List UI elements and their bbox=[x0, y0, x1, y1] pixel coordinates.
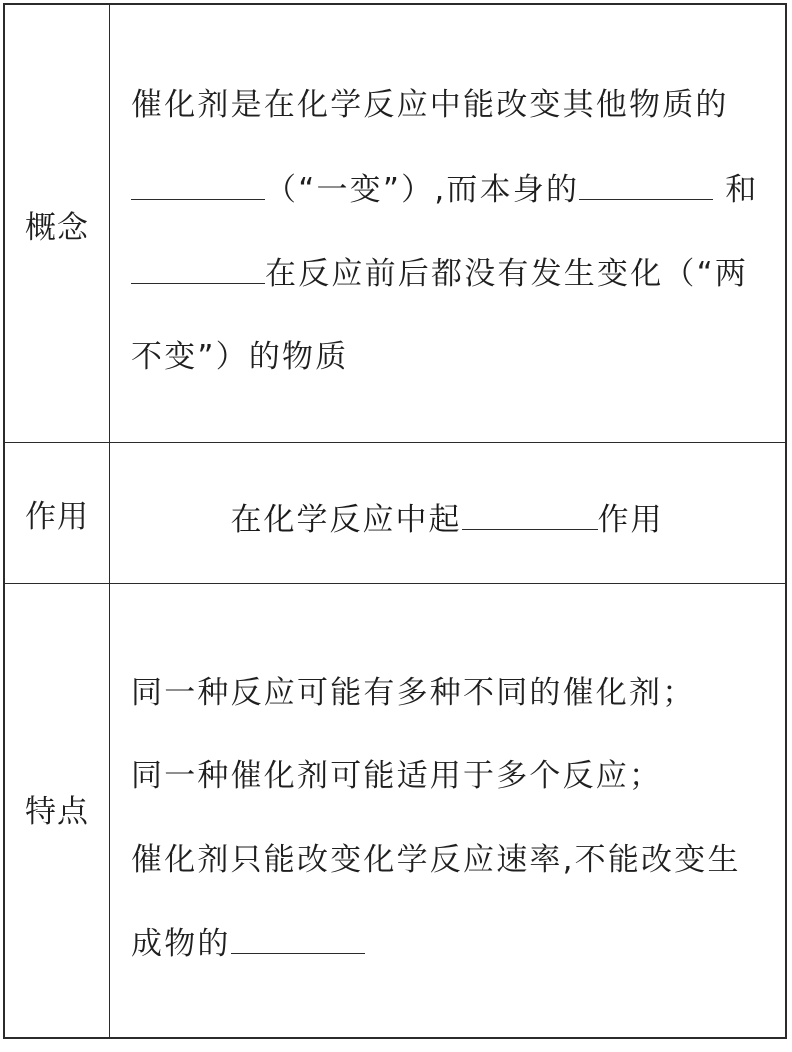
concept-line-3 bbox=[131, 253, 748, 294]
concept-line-1: 催化剂是在化学反应中能改变其他物质的 bbox=[131, 87, 729, 123]
function-text: 在化学反应中起 bbox=[230, 502, 462, 538]
fill-in-blank[interactable] bbox=[131, 169, 265, 200]
feature-line-4 bbox=[131, 923, 365, 964]
row-label-function: 作用 bbox=[25, 499, 89, 535]
concept-text: 和 bbox=[725, 172, 759, 208]
fill-in-blank[interactable] bbox=[231, 923, 365, 954]
feature-line-3: 催化剂只能改变化学反应速率,不能改变生 bbox=[131, 842, 741, 878]
row-label-concept: 概念 bbox=[25, 210, 89, 246]
feature-line-2: 同一种催化剂可能适用于多个反应； bbox=[131, 758, 663, 794]
function-line bbox=[109, 499, 785, 540]
row-divider bbox=[5, 442, 785, 443]
concept-line-2 bbox=[131, 169, 758, 210]
feature-text: 成物的 bbox=[131, 926, 231, 962]
feature-line-1: 同一种反应可能有多种不同的催化剂； bbox=[131, 675, 696, 711]
row-divider bbox=[5, 583, 785, 584]
concept-text: （“一变”）,而本身的 bbox=[265, 172, 580, 208]
function-text: 作用 bbox=[597, 502, 664, 538]
fill-in-blank[interactable] bbox=[579, 169, 713, 200]
fill-in-blank[interactable] bbox=[131, 253, 265, 284]
fill-in-blank[interactable] bbox=[462, 499, 598, 530]
row-label-features: 特点 bbox=[25, 794, 89, 830]
concept-text: 在反应前后都没有发生变化（“两 bbox=[265, 256, 749, 292]
knowledge-table bbox=[3, 3, 787, 1039]
concept-line-4: 不变”）的物质 bbox=[131, 339, 349, 375]
